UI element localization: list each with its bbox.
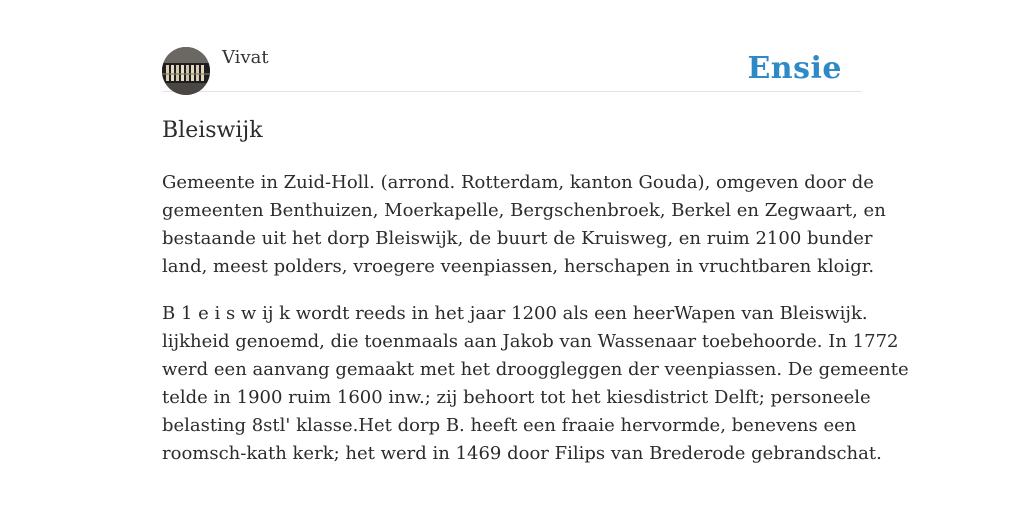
- brand-logo[interactable]: Ensie: [747, 51, 842, 86]
- article-header: [162, 46, 862, 92]
- article-paragraph-2: [162, 300, 909, 468]
- paragraph-line: B 1 e i s w ij k wordt reeds in het jaar 1200 als een heerWapen van Bleiswijk.: [162, 303, 868, 324]
- source-name[interactable]: Vivat: [222, 47, 269, 68]
- paragraph-line: telde in 1900 ruim 1600 inw.; zij behoort tot het kiesdistrict Delft; personeele: [162, 387, 871, 408]
- paragraph-line: gemeenten Benthuizen, Moerkapelle, Bergschenbroek, Berkel en Zegwaart, en: [162, 200, 886, 221]
- paragraph-line: bestaande uit het dorp Bleiswijk, de buurt de Kruisweg, en ruim 2100 bunder: [162, 228, 873, 249]
- paragraph-line: werd een aanvang gemaakt met het drooggleggen der veenpiassen. De gemeente: [162, 359, 909, 380]
- book-spines-icon[interactable]: [162, 47, 210, 95]
- paragraph-line: belasting 8stl' klasse.Het dorp B. heeft een fraaie hervormde, benevens een: [162, 415, 857, 436]
- paragraph-line: roomsch-kath kerk; het werd in 1469 door Filips van Brederode gebrandschat.: [162, 443, 882, 464]
- paragraph-line: lijkheid genoemd, die toenmaals aan Jakob van Wassenaar toebehoorde. In 1772: [162, 331, 899, 352]
- article-title: Bleiswijk: [162, 118, 263, 143]
- article-paragraph-1: [162, 169, 886, 281]
- article-card: [162, 46, 909, 468]
- paragraph-line: Gemeente in Zuid-Holl. (arrond. Rotterdam, kanton Gouda), omgeven door de: [162, 172, 874, 193]
- paragraph-line: land, meest polders, vroegere veenpiassen, herschapen in vruchtbaren kloigr.: [162, 256, 875, 277]
